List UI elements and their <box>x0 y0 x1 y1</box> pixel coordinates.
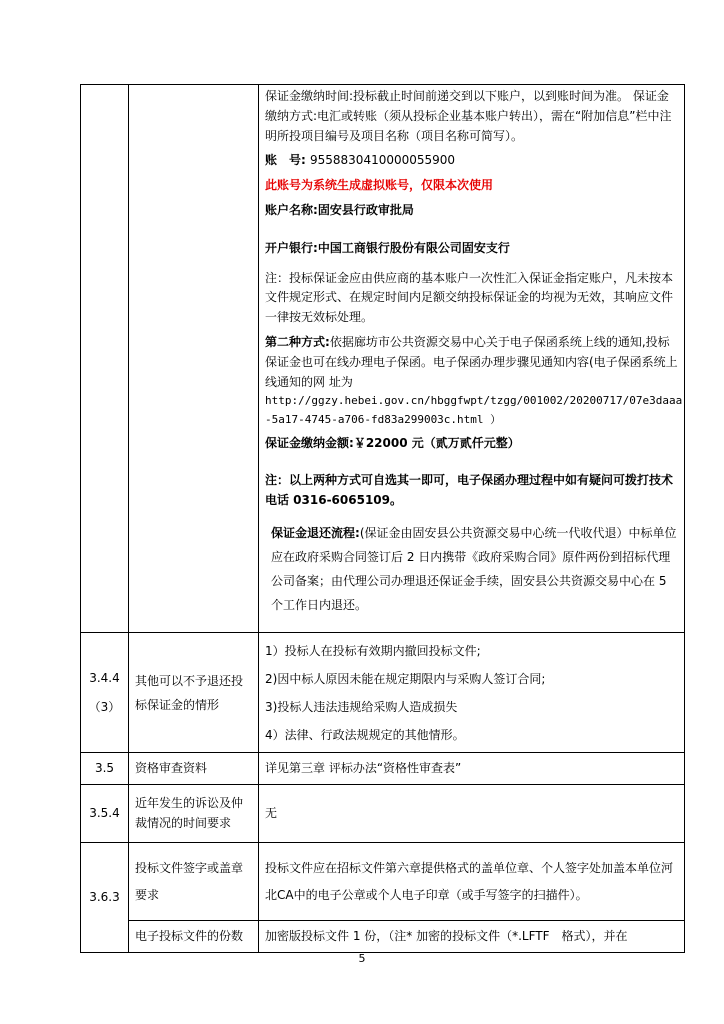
item-content: 投标文件应在招标文件第六章提供格式的盖单位章、个人签字处加盖本单位河北CA中的电子公章或个人电子印章（或手写签字的扫描件）。 <box>259 843 685 921</box>
deposit-note-2: 注：以上两种方式可自选其一即可，电子保函办理过程中如有疑问可拨打技术电话 0316-6065109。 <box>265 473 674 508</box>
row-3-5-4 <box>81 785 685 843</box>
row-3-4-4 <box>81 633 685 753</box>
refund-process: 保证金退还流程:(保证金由固安县公共资源交易中心统一代收代退）中标单位应在政府采购合同签订后 2 日内携带《政府采购合同》原件两份到招标代理公司备案；由代理公司办理退还保证金手续，固安县公共资源交易中心在 5 个工作日内退还。 <box>271 526 677 613</box>
bid-info-table <box>80 84 685 953</box>
item-content: 详见第三章 评标办法“资格性审查表” <box>259 753 685 785</box>
method-2: 第二种方式:依据廊坊市公共资源交易中心关于电子保函系统上线的通知,投标保证金也可在线办理电子保函。电子保函办理步骤见通知内容(电子保函系统上线通知的网 址为 <box>265 334 678 389</box>
deposit-amount: 保证金缴纳金额:￥22000 元（贰万贰仟元整） <box>265 435 520 450</box>
row-3-6-3 <box>81 843 685 921</box>
deposit-note-1: 注：投标保证金应由供应商的基本账户一次性汇入保证金指定账户，凡未按本文件规定形式、在规定时间内足额交纳投标保证金的均视为无效，其响应文件一律按无效标处理。 <box>265 270 674 325</box>
deposit-time: 保证金缴纳时间:投标截止时间前递交到以下账户，以到账时间为准。 保证金缴纳方式:电汇或转账（须从投标企业基本账户转出），需在“附加信息”栏中注明所投项目编号及项目名称（项目名称可简写）。 <box>265 89 672 143</box>
item-name: 电子投标文件的份数 <box>129 921 259 953</box>
virtual-account-warning: 此账号为系统生成虚拟账号，仅限本次使用 <box>265 178 494 193</box>
page-number: 5 <box>358 952 366 965</box>
clause-number: 3.5.4 <box>81 785 129 843</box>
account-name: 账户名称:固安县行政审批局 <box>265 202 414 217</box>
notice-url[interactable]: http://ggzy.hebei.gov.cn/hbggfwpt/tzgg/001002/20200717/07e3daaa -5a17-4745-a706-fd83a299003c.html ） <box>265 394 683 426</box>
item-name: 投标文件签字或盖章要求 <box>129 843 259 921</box>
item-name: 资格审查资料 <box>129 753 259 785</box>
deposit-content-cell <box>259 85 685 633</box>
deposit-name-cell <box>129 85 259 633</box>
item-content: 无 <box>259 785 685 843</box>
list-item: 1）投标人在投标有效期内撤回投标文件; <box>265 643 481 658</box>
row-3-5 <box>81 753 685 785</box>
list-item: 3)投标人违法违规给采购人造成损失 <box>265 699 458 714</box>
clause-number: 3.4.4 （3） <box>81 633 129 753</box>
deposit-row <box>81 85 685 633</box>
item-name: 其他可以不予退还投标保证金的情形 <box>129 633 259 753</box>
item-name: 近年发生的诉讼及仲裁情况的时间要求 <box>129 785 259 843</box>
item-content: 加密版投标文件 1 份，（注* 加密的投标文件（*.LFTF 格式），并在 <box>259 921 685 953</box>
clause-number: 3.6.3 <box>81 843 129 953</box>
deposit-clause-cell <box>81 85 129 633</box>
non-refund-list <box>259 633 685 753</box>
bank-name: 开户银行:中国工商银行股份有限公司固安支行 <box>265 240 510 255</box>
row-3-6-3-copies <box>81 921 685 953</box>
list-item: 4）法律、行政法规规定的其他情形。 <box>265 727 465 742</box>
clause-number: 3.5 <box>81 753 129 785</box>
list-item: 2)因中标人原因未能在规定期限内与采购人签订合同; <box>265 671 546 686</box>
account-number: 账 号: 9558830410000055900 <box>265 153 456 168</box>
